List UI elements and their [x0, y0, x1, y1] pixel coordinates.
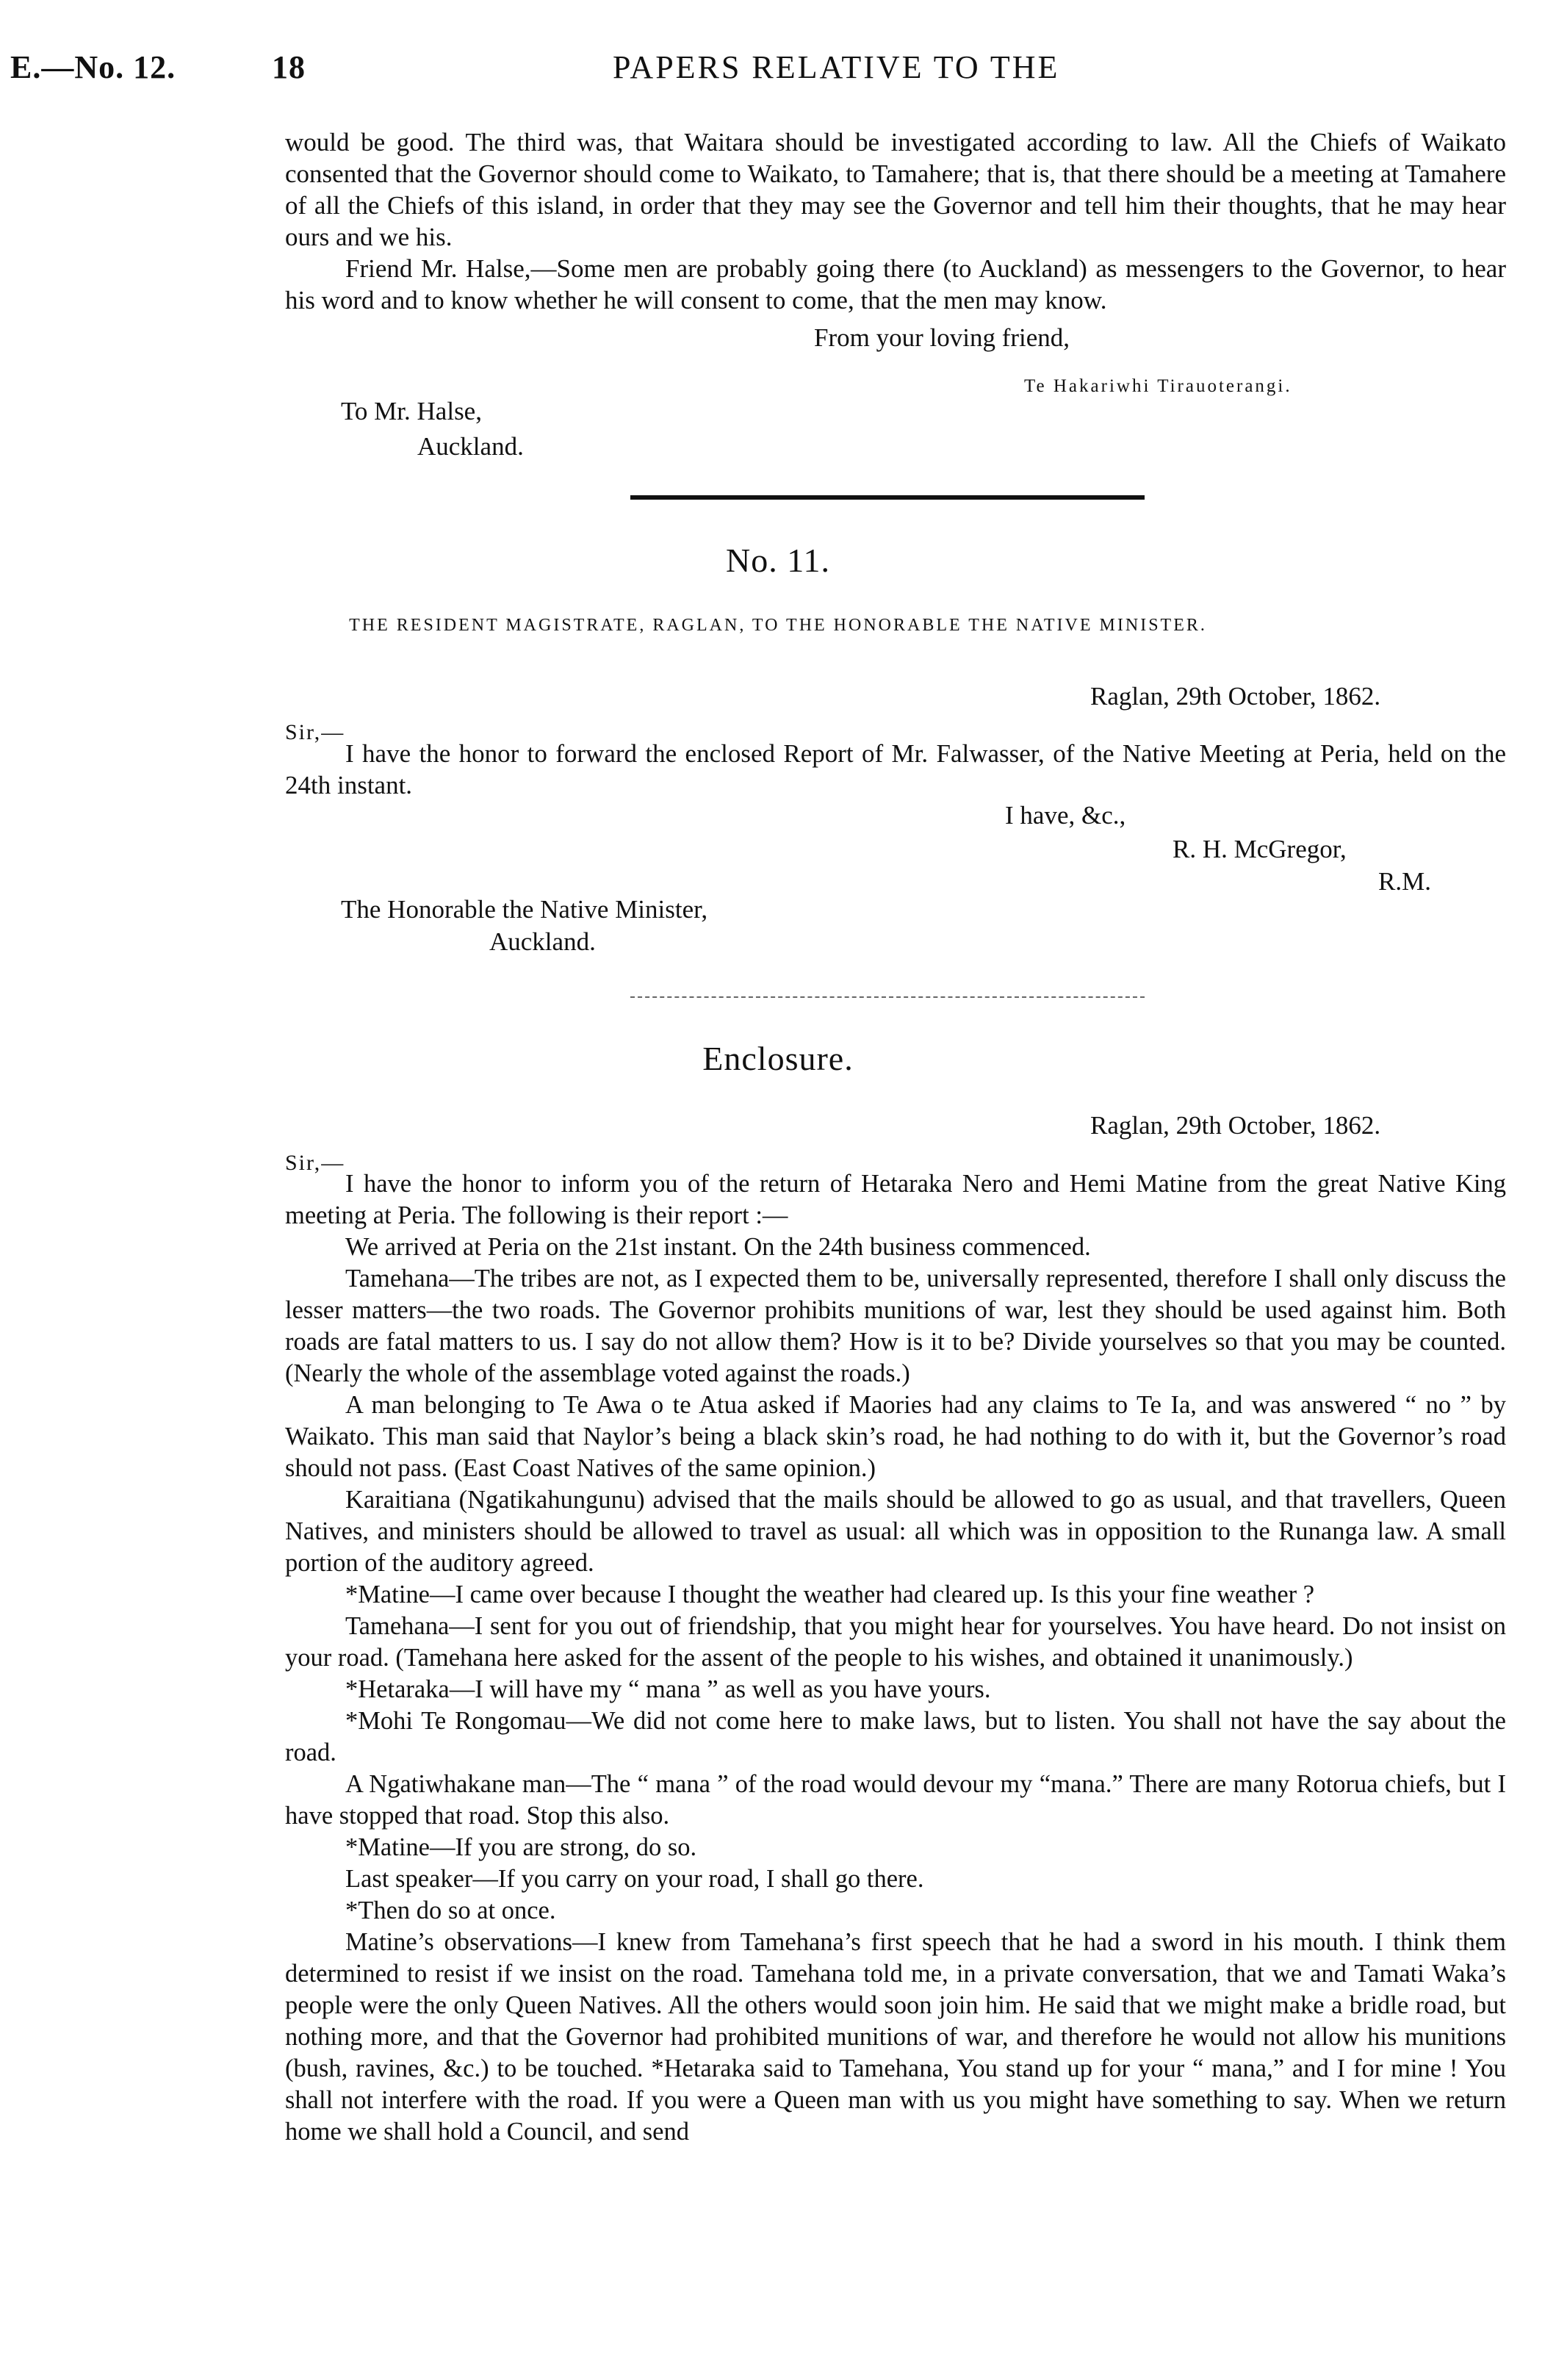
enclosure-paragraph: *Mohi Te Rongomau—We did not come here to make laws, but to listen. You shall not have the say about the road. — [285, 1707, 1506, 1766]
document-reference: E.—No. 12. — [10, 49, 176, 85]
page-number: 18 — [272, 49, 306, 85]
enclosure-paragraph: *Matine—I came over because I thought the weather had cleared up. Is this your fine weather ? — [345, 1581, 1315, 1608]
letter-paragraph: would be good. The third was, that Waitara should be investigated according to law. All the Chiefs of Waikato consented that the Governor should come to Waikato, to Tamahere; that is, that there should be a meeting at Tamahere of all the Chiefs of this island, in order that they may see the Governor and tell him their thoughts, that he may hear ours and we his. — [285, 128, 1506, 251]
doc11-addressee-city: Auckland. — [489, 927, 596, 956]
doc11-signature: R. H. McGregor, — [1173, 835, 1347, 863]
enclosure-paragraph: Tamehana—The tribes are not, as I expected them to be, universally represented, therefore I shall only discuss the lesser matters—the two roads. The Governor prohibits munitions of war, lest they should be used against him. Both roads are fatal matters to us. I say do not allow them? How is it to be? Divide yourselves so that you may be counted. (Nearly the whole of the assemblage voted against the roads.) — [285, 1265, 1506, 1387]
enclosure-paragraph: *Matine—If you are strong, do so. — [345, 1833, 697, 1861]
letter-date: Raglan, 29th October, 1862. — [1090, 682, 1381, 711]
enclosure-paragraph: Last speaker—If you carry on your road, I shall go there. — [345, 1865, 924, 1893]
enclosure-paragraph: I have the honor to inform you of the return of Hetaraka Nero and Hemi Matine from the great Native King meeting at Peria. The following is their report :— — [285, 1170, 1506, 1229]
enclosure-paragraph: Tamehana—I sent for you out of friendship, that you might hear for yourselves. You have heard. Do not insist on your road. (Tamehana here asked for the assent of the people to his wishes, and obtained it unanimously.) — [285, 1612, 1506, 1672]
letter-closing: From your loving friend, — [814, 323, 1070, 352]
enclosure-body — [285, 1168, 1506, 2148]
letter-body — [285, 126, 1506, 316]
salutation: Sir,— — [285, 720, 345, 744]
section-divider — [630, 495, 1145, 500]
enclosure-paragraph: We arrived at Peria on the 21st instant. On the 24th business commenced. — [345, 1233, 1091, 1261]
enclosure-paragraph: Karaitiana (Ngatikahungunu) advised that the mails should be allowed to go as usual, and that travellers, Queen Natives, and ministers should be allowed to travel as usual: all which was in opposition to the Runanga law. A small portion of the auditory agreed. — [285, 1486, 1506, 1577]
doc11-paragraph: I have the honor to forward the enclosed Report of Mr. Falwasser, of the Native Meeting at Peria, held on the 24th instant. — [285, 739, 1506, 799]
doc11-body — [285, 738, 1506, 801]
enclosure-salutation: Sir,— — [285, 1151, 345, 1175]
running-header — [10, 48, 1546, 93]
letter-paragraph: Friend Mr. Halse,—Some men are probably going there (to Auckland) as messengers to the Governor, to hear his word and to know whether he will consent to come, that the men may know. — [285, 254, 1506, 314]
letter-signature: Te Hakariwhi Tirauoterangi. — [1024, 376, 1292, 396]
running-title: PAPERS RELATIVE TO THE — [613, 49, 1060, 85]
enclosure-paragraph: A Ngatiwhakane man—The “ mana ” of the road would devour my “mana.” There are many Rotorua chiefs, but I have stopped that road. Stop this also. — [285, 1770, 1506, 1830]
enclosure-title: Enclosure. — [702, 1040, 854, 1077]
letter-addressee: To Mr. Halse, — [341, 397, 482, 425]
section-divider-thin — [630, 996, 1145, 999]
doc11-addressee: The Honorable the Native Minister, — [341, 895, 708, 924]
enclosure-paragraph: *Then do so at once. — [345, 1897, 556, 1924]
document-number: No. 11. — [725, 542, 830, 579]
letter-addressee-city: Auckland. — [417, 432, 524, 461]
doc11-closing: I have, &c., — [1005, 801, 1126, 830]
enclosure-paragraph: Matine’s observations—I knew from Tamehana’s first speech that he had a sword in his mouth. I think them determined to resist if we insist on the road. Tamehana told me, in a private conversation, that we and Tamati Waka’s people were the only Queen Natives. All the others would soon join him. He said that we might make a bridle road, but nothing more, and that the Governor had prohibited munitions of war, and therefore he would not allow his munitions (bush, ravines, &c.) to be touched. *Hetaraka said to Tamehana, You stand up for your “ mana,” and I for mine ! You shall not interfere with the road. If you were a Queen man with us you might have something to say. When we return home we shall hold a Council, and send — [285, 1928, 1506, 2146]
enclosure-date: Raglan, 29th October, 1862. — [1090, 1111, 1381, 1140]
enclosure-paragraph: A man belonging to Te Awa o te Atua asked if Maories had any claims to Te Ia, and was answered “ no ” by Waikato. This man said that Naylor’s being a black skin’s road, he had nothing to do with it, but the Governor’s road should not pass. (East Coast Natives of the same opinion.) — [285, 1391, 1506, 1482]
enclosure-paragraph: *Hetaraka—I will have my “ mana ” as well as you have yours. — [345, 1675, 991, 1703]
document-heading: THE RESIDENT MAGISTRATE, RAGLAN, TO THE HONORABLE THE NATIVE MINISTER. — [349, 616, 1207, 635]
doc11-signature-title: R.M. — [1378, 867, 1431, 896]
